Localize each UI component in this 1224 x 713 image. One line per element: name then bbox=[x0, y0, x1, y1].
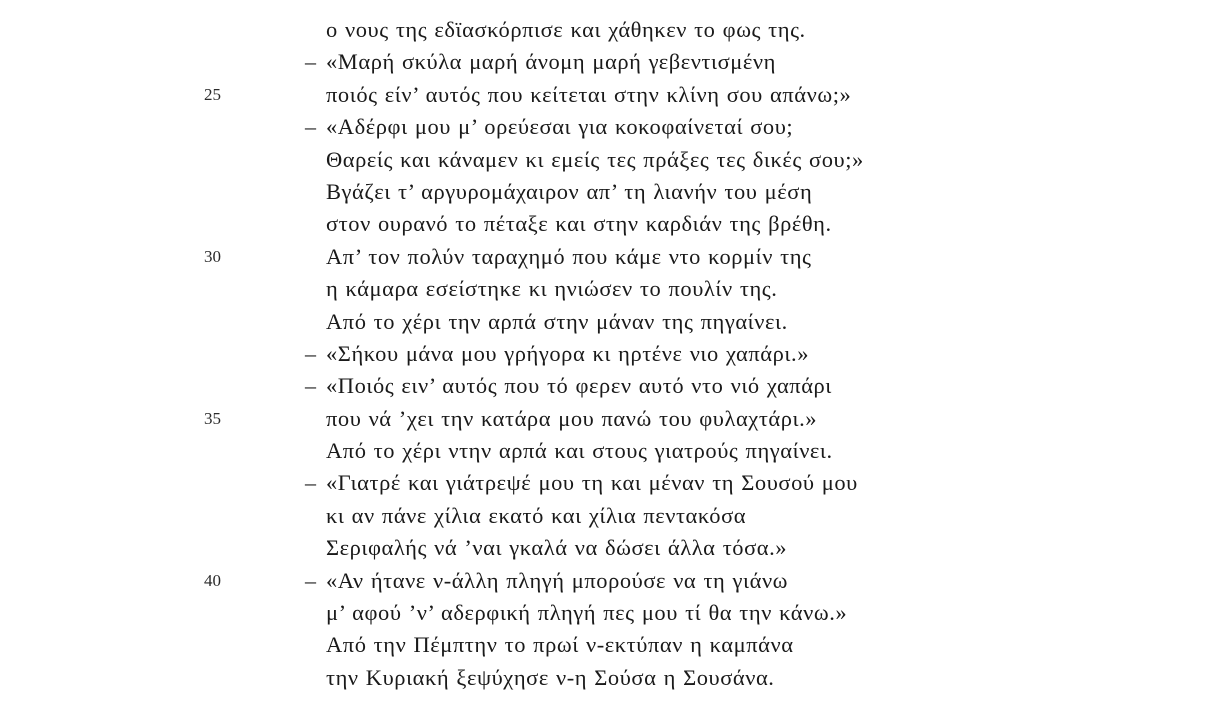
dialogue-dash: – bbox=[305, 340, 316, 366]
poem-line bbox=[0, 176, 1224, 208]
poem-line bbox=[0, 111, 1224, 143]
verse-text: «Μαρή σκύλα μαρή άνομη μαρή γεβεντισμένη bbox=[326, 49, 776, 75]
poem-line bbox=[0, 14, 1224, 46]
poem-line bbox=[0, 467, 1224, 499]
poem-line bbox=[0, 500, 1224, 532]
poem-line bbox=[0, 629, 1224, 661]
poem-line bbox=[0, 338, 1224, 370]
verse-text: που νά ’χει την κατάρα μου πανώ του φυλαχτάρι.» bbox=[326, 405, 818, 431]
poem-line bbox=[0, 370, 1224, 402]
verse-text: «Αν ήτανε ν-άλλη πληγή μπορούσε να τη γιάνω bbox=[326, 567, 789, 593]
verse-text: ο νους της εδϊασκόρπισε και χάθηκεν το φως της. bbox=[326, 17, 806, 42]
poem-line bbox=[0, 532, 1224, 564]
verse-text: Από την Πέμπτην το πρωί ν-εκτύπαν η καμπάνα bbox=[326, 632, 794, 658]
verse-text: «Αδέρφι μου μ’ ορεύεσαι για κοκοφαίνεταί σου; bbox=[326, 114, 794, 140]
line-number: 40 bbox=[204, 570, 221, 590]
poem-line bbox=[0, 403, 1224, 435]
verse-text: Από το χέρι ντην αρπά και στους γιατρούς πηγαίνει. bbox=[326, 438, 833, 464]
verse-text: ποιός είν’ αυτός που κείτεται στην κλίνη σου απάνω;» bbox=[326, 81, 852, 107]
poem-line bbox=[0, 241, 1224, 273]
poem-text-block bbox=[0, 14, 1224, 694]
dialogue-dash: – bbox=[305, 114, 316, 140]
dialogue-dash: – bbox=[305, 373, 316, 399]
verse-text: Βγάζει τ’ αργυρομάχαιρον απ’ τη λιανήν του μέση bbox=[326, 178, 813, 204]
verse-text: στον ουρανό το πέταξε και στην καρδιάν της βρέθη. bbox=[326, 211, 832, 237]
verse-text: η κάμαρα εσείστηκε κι ηνιώσεν το πουλίν της. bbox=[326, 276, 778, 302]
dialogue-dash: – bbox=[305, 49, 316, 75]
verse-text: «Ποιός ειν’ αυτός που τό φερεν αυτό ντο νιό χαπάρι bbox=[326, 373, 832, 399]
line-number: 25 bbox=[204, 84, 221, 104]
verse-text: την Κυριακή ξεψύχησε ν-η Σούσα η Σουσάνα. bbox=[326, 664, 775, 690]
poem-line bbox=[0, 597, 1224, 629]
verse-text: Σεριφαλής νά ’ναι γκαλά να δώσει άλλα τόσα.» bbox=[326, 535, 788, 561]
verse-text: Από το χέρι την αρπά στην μάναν της πηγαίνει. bbox=[326, 308, 788, 334]
poem-line bbox=[0, 565, 1224, 597]
poem-line bbox=[0, 273, 1224, 305]
verse-text: «Γιατρέ και γιάτρεψέ μου τη και μέναν τη Σουσού μου bbox=[326, 470, 858, 496]
verse-text: «Σήκου μάνα μου γρήγορα κι ηρτένε νιο χαπάρι.» bbox=[326, 340, 809, 366]
poem-line bbox=[0, 144, 1224, 176]
poem-line bbox=[0, 306, 1224, 338]
verse-text: Απ’ τον πολύν ταραχημό που κάμε ντο κορμίν της bbox=[326, 243, 812, 269]
line-number: 30 bbox=[204, 246, 221, 266]
poem-line bbox=[0, 208, 1224, 240]
verse-text: μ’ αφού ’ν’ αδερφική πληγή πες μου τί θα την κάνω.» bbox=[326, 600, 848, 626]
poem-line bbox=[0, 435, 1224, 467]
line-number: 35 bbox=[204, 408, 221, 428]
dialogue-dash: – bbox=[305, 470, 316, 496]
poem-line bbox=[0, 46, 1224, 78]
verse-text: κι αν πάνε χίλια εκατό και χίλια πεντακόσα bbox=[326, 502, 747, 528]
verse-text: Θαρείς και κάναμεν κι εμείς τες πράξες τες δικές σου;» bbox=[326, 146, 864, 172]
dialogue-dash: – bbox=[305, 567, 316, 593]
poem-line bbox=[0, 79, 1224, 111]
poem-line bbox=[0, 662, 1224, 694]
